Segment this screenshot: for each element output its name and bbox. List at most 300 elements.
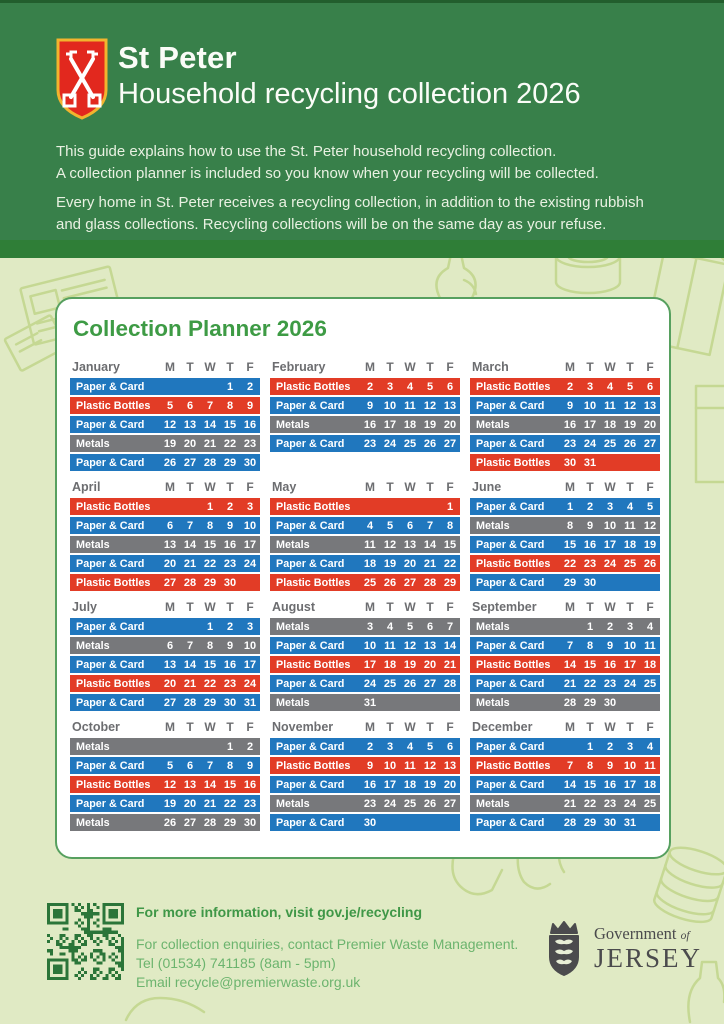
collection-type-label: Paper & Card: [276, 399, 345, 412]
collection-date: 2: [366, 740, 374, 753]
collection-date: 8: [226, 399, 234, 412]
month-june: [470, 479, 660, 593]
collection-date: 14: [203, 778, 217, 791]
collection-type-label: Paper & Card: [476, 816, 545, 829]
day-letter: W: [404, 479, 416, 494]
collection-row-plastic: [470, 555, 660, 572]
collection-date: 19: [163, 797, 177, 810]
collection-type-label: Paper & Card: [476, 677, 545, 690]
intro-line-3: Every home in St. Peter receives a recycling collection, in addition to the existing rubbish: [56, 194, 644, 211]
collection-date: 29: [203, 576, 217, 589]
day-letter: T: [426, 719, 434, 734]
day-letter: T: [226, 719, 234, 734]
collection-date: 30: [583, 576, 597, 589]
parish-name: St Peter: [118, 40, 237, 75]
collection-type-label: Metals: [476, 696, 510, 709]
collection-type-label: Paper & Card: [76, 557, 145, 570]
day-letter: T: [586, 479, 594, 494]
collection-date: 19: [383, 557, 397, 570]
collection-date: 31: [243, 696, 257, 709]
collection-type-label: Paper & Card: [476, 437, 545, 450]
day-letter: F: [246, 599, 254, 614]
collection-date: 25: [363, 576, 377, 589]
month-september: [470, 599, 660, 713]
collection-row-paper: [470, 498, 660, 515]
collection-date: 27: [643, 437, 657, 450]
collection-date: 17: [583, 418, 597, 431]
collection-date: 17: [243, 658, 257, 671]
contact-line-2: Tel (01534) 741185 (8am - 5pm): [136, 955, 336, 971]
collection-date: 19: [163, 437, 177, 450]
collection-date: 16: [223, 538, 237, 551]
collection-date: 5: [406, 620, 414, 633]
collection-type-label: Plastic Bottles: [476, 759, 551, 772]
collection-date: 4: [366, 519, 374, 532]
month-name: July: [72, 599, 98, 614]
collection-date: 14: [443, 639, 457, 652]
collection-row-plastic: [470, 757, 660, 774]
month-name: August: [272, 599, 316, 614]
collection-type-label: Paper & Card: [276, 639, 345, 652]
collection-row-paper: [470, 814, 660, 831]
collection-type-label: Plastic Bottles: [476, 658, 551, 671]
collection-date: 21: [423, 557, 437, 570]
collection-date: 5: [166, 759, 174, 772]
collection-date: 10: [383, 399, 397, 412]
collection-date: 23: [223, 677, 237, 690]
day-letter: F: [646, 599, 654, 614]
collection-type-label: Plastic Bottles: [476, 380, 551, 393]
collection-date: 13: [643, 399, 657, 412]
collection-row-metals: [270, 416, 460, 433]
collection-type-label: Metals: [76, 740, 110, 753]
collection-date: 12: [623, 399, 637, 412]
day-letter: W: [604, 359, 616, 374]
collection-date: 27: [183, 816, 197, 829]
collection-date: 15: [563, 538, 577, 551]
collection-date: 9: [226, 639, 234, 652]
collection-date: 1: [206, 500, 214, 513]
collection-row-paper: [270, 814, 460, 831]
intro-text: [56, 141, 644, 235]
collection-date: 9: [566, 399, 574, 412]
collection-type-label: Plastic Bottles: [476, 557, 551, 570]
collection-date: 12: [403, 639, 417, 652]
collection-row-paper: [470, 675, 660, 692]
collection-date: 18: [383, 658, 397, 671]
collection-date: 17: [243, 538, 257, 551]
collection-row-plastic: [270, 757, 460, 774]
collection-date: 5: [626, 380, 634, 393]
day-letter: T: [386, 359, 394, 374]
collection-date: 17: [383, 418, 397, 431]
day-letter: T: [386, 599, 394, 614]
day-letter: T: [186, 479, 194, 494]
collection-date: 8: [566, 519, 574, 532]
collection-row-paper: [70, 416, 260, 433]
collection-row-paper: [270, 517, 460, 534]
collection-date: 10: [363, 639, 377, 652]
collection-date: 30: [363, 816, 377, 829]
collection-type-label: Plastic Bottles: [276, 500, 351, 513]
day-letter: T: [226, 599, 234, 614]
day-letter: T: [586, 719, 594, 734]
collection-type-label: Metals: [476, 620, 510, 633]
government-text: Government: [594, 924, 677, 944]
collection-date: 21: [183, 677, 197, 690]
collection-date: 11: [384, 639, 396, 652]
collection-date: 3: [386, 380, 394, 393]
day-letter: W: [404, 719, 416, 734]
collection-type-label: Paper & Card: [276, 557, 345, 570]
collection-date: 6: [186, 759, 194, 772]
collection-date: 4: [646, 620, 654, 633]
jersey-crest-icon: [543, 921, 585, 977]
collection-row-paper: [470, 738, 660, 755]
collection-date: 22: [203, 677, 217, 690]
collection-row-paper: [270, 675, 460, 692]
collection-row-paper: [70, 656, 260, 673]
collection-date: 1: [206, 620, 214, 633]
collection-date: 4: [406, 380, 414, 393]
day-letter: M: [165, 719, 175, 734]
collection-date: 20: [423, 658, 437, 671]
collection-date: 11: [644, 759, 656, 772]
collection-date: 4: [646, 740, 654, 753]
collection-type-label: Metals: [276, 696, 310, 709]
collection-type-label: Paper & Card: [276, 816, 345, 829]
collection-date: 27: [163, 576, 177, 589]
month-name: June: [472, 479, 502, 494]
month-may: [270, 479, 460, 593]
collection-date: 24: [603, 557, 617, 570]
collection-date: 2: [566, 380, 574, 393]
collection-date: 19: [643, 538, 657, 551]
day-letter: M: [365, 479, 375, 494]
collection-row-plastic: [470, 454, 660, 471]
collection-date: 23: [243, 797, 257, 810]
collection-type-label: Paper & Card: [476, 538, 545, 551]
collection-row-metals: [470, 517, 660, 534]
collection-date: 8: [586, 759, 594, 772]
collection-type-label: Paper & Card: [276, 437, 345, 450]
collection-date: 28: [183, 696, 197, 709]
collection-row-paper: [470, 637, 660, 654]
collection-row-paper: [470, 536, 660, 553]
day-letter: T: [626, 479, 634, 494]
month-header-row: [470, 479, 660, 494]
collection-date: 26: [623, 437, 637, 450]
collection-date: 17: [623, 778, 637, 791]
collection-row-plastic: [270, 498, 460, 515]
collection-date: 4: [386, 620, 394, 633]
collection-row-metals: [470, 795, 660, 812]
collection-date: 11: [624, 519, 636, 532]
month-december: [470, 719, 660, 833]
day-letter: T: [386, 719, 394, 734]
collection-date: 12: [643, 519, 657, 532]
day-letter: W: [604, 719, 616, 734]
day-letter: M: [165, 479, 175, 494]
day-letter: W: [204, 359, 216, 374]
collection-date: 9: [366, 759, 374, 772]
month-july: [70, 599, 260, 713]
collection-date: 7: [426, 519, 434, 532]
collection-date: 22: [223, 797, 237, 810]
month-header-row: [270, 359, 460, 374]
collection-date: 9: [366, 399, 374, 412]
collection-date: 26: [383, 576, 397, 589]
collection-date: 3: [246, 500, 254, 513]
collection-date: 15: [223, 778, 237, 791]
collection-date: 23: [243, 437, 257, 450]
collection-date: 16: [363, 418, 377, 431]
collection-type-label: Metals: [76, 538, 110, 551]
intro-line-1: This guide explains how to use the St. Peter household recycling collection.: [56, 143, 557, 160]
day-letter: F: [646, 719, 654, 734]
collection-type-label: Paper & Card: [476, 639, 545, 652]
collection-date: 18: [643, 778, 657, 791]
header: [0, 0, 724, 258]
collection-date: 26: [163, 816, 177, 829]
collection-date: 19: [423, 778, 437, 791]
month-name: October: [72, 719, 120, 734]
collection-date: 24: [623, 677, 637, 690]
month-august: [270, 599, 460, 713]
day-letter: T: [226, 359, 234, 374]
collection-date: 7: [566, 759, 574, 772]
collection-type-label: Plastic Bottles: [476, 456, 551, 469]
collection-date: 30: [223, 696, 237, 709]
collection-date: 10: [623, 639, 637, 652]
collection-date: 5: [426, 380, 434, 393]
collection-type-label: Paper & Card: [276, 677, 345, 690]
day-letter: W: [404, 599, 416, 614]
collection-type-label: Plastic Bottles: [276, 759, 351, 772]
collection-date: 26: [403, 677, 417, 690]
collection-date: 29: [223, 456, 237, 469]
collection-row-paper: [70, 454, 260, 471]
collection-date: 23: [603, 797, 617, 810]
collection-date: 22: [203, 557, 217, 570]
collection-date: 7: [186, 519, 194, 532]
collection-date: 13: [403, 538, 417, 551]
day-letter: F: [446, 479, 454, 494]
day-letter: T: [586, 359, 594, 374]
collection-date: 29: [223, 816, 237, 829]
collection-planner-card: [55, 297, 671, 859]
collection-row-paper: [70, 618, 260, 635]
collection-date: 25: [383, 677, 397, 690]
day-letter: F: [446, 719, 454, 734]
collection-date: 11: [644, 639, 656, 652]
day-letter: W: [204, 599, 216, 614]
collection-date: 27: [443, 797, 457, 810]
collection-row-metals: [470, 416, 660, 433]
collection-type-label: Paper & Card: [76, 456, 145, 469]
collection-date: 9: [246, 759, 254, 772]
collection-date: 22: [223, 437, 237, 450]
collection-date: 14: [183, 658, 197, 671]
day-letter: T: [426, 359, 434, 374]
collection-date: 18: [623, 538, 637, 551]
collection-type-label: Metals: [276, 418, 310, 431]
collection-date: 26: [643, 557, 657, 570]
collection-date: 5: [166, 399, 174, 412]
months-grid: [70, 359, 656, 833]
collection-date: 19: [403, 658, 417, 671]
collection-type-label: Plastic Bottles: [76, 399, 151, 412]
collection-row-paper: [470, 776, 660, 793]
month-name: April: [72, 479, 101, 494]
month-october: [70, 719, 260, 833]
planner-title: Collection Planner 2026: [73, 316, 327, 341]
month-header-row: [70, 359, 260, 374]
collection-date: 26: [423, 797, 437, 810]
collection-date: 15: [583, 658, 597, 671]
collection-date: 4: [606, 380, 614, 393]
collection-date: 13: [423, 639, 437, 652]
collection-type-label: Plastic Bottles: [76, 677, 151, 690]
collection-date: 18: [403, 778, 417, 791]
collection-date: 11: [364, 538, 376, 551]
collection-date: 8: [446, 519, 454, 532]
page-title: Household recycling collection 2026: [118, 78, 581, 110]
day-letter: F: [446, 599, 454, 614]
collection-date: 22: [443, 557, 457, 570]
contact-line-1: For collection enquiries, contact Premier Waste Management.: [136, 936, 519, 952]
collection-date: 6: [186, 399, 194, 412]
collection-date: 6: [166, 639, 174, 652]
collection-row-plastic: [470, 378, 660, 395]
day-letter: F: [246, 479, 254, 494]
collection-date: 31: [363, 696, 377, 709]
collection-date: 22: [583, 797, 597, 810]
collection-date: 5: [386, 519, 394, 532]
collection-date: 20: [183, 797, 197, 810]
collection-row-metals: [70, 814, 260, 831]
day-letter: T: [626, 359, 634, 374]
header-top-line: [0, 0, 724, 3]
collection-type-label: Paper & Card: [276, 519, 345, 532]
collection-date: 13: [183, 778, 197, 791]
government-of-text: of: [680, 930, 690, 943]
month-header-row: [270, 599, 460, 614]
collection-date: 4: [626, 500, 634, 513]
collection-type-label: Paper & Card: [76, 797, 145, 810]
month-name: February: [272, 359, 326, 374]
month-name: September: [472, 599, 537, 614]
month-header-row: [70, 479, 260, 494]
st-peter-crest-icon: [55, 37, 109, 121]
collection-date: 12: [163, 778, 177, 791]
collection-date: 3: [586, 380, 594, 393]
collection-row-plastic: [470, 656, 660, 673]
collection-date: 12: [383, 538, 397, 551]
collection-row-paper: [270, 776, 460, 793]
collection-row-plastic: [270, 656, 460, 673]
collection-type-label: Paper & Card: [476, 778, 545, 791]
collection-type-label: Paper & Card: [76, 658, 145, 671]
month-name: December: [472, 719, 533, 734]
month-name: January: [72, 359, 120, 374]
collection-date: 16: [243, 418, 257, 431]
collection-date: 28: [563, 816, 577, 829]
collection-date: 30: [603, 816, 617, 829]
collection-date: 28: [203, 816, 217, 829]
collection-date: 14: [203, 418, 217, 431]
collection-date: 24: [243, 557, 257, 570]
collection-date: 2: [226, 500, 234, 513]
government-of-jersey-logo: [543, 921, 702, 977]
collection-date: 3: [246, 620, 254, 633]
collection-row-paper: [270, 555, 460, 572]
collection-date: 25: [403, 797, 417, 810]
collection-type-label: Paper & Card: [76, 418, 145, 431]
collection-date: 7: [566, 639, 574, 652]
collection-date: 8: [226, 759, 234, 772]
day-letter: T: [626, 599, 634, 614]
collection-type-label: Plastic Bottles: [76, 778, 151, 791]
collection-type-label: Paper & Card: [476, 576, 545, 589]
collection-row-paper: [270, 738, 460, 755]
month-april: [70, 479, 260, 593]
collection-date: 16: [603, 778, 617, 791]
collection-row-metals: [270, 694, 460, 711]
month-march: [470, 359, 660, 473]
collection-date: 17: [623, 658, 637, 671]
collection-type-label: Metals: [476, 519, 510, 532]
collection-type-label: Plastic Bottles: [76, 576, 151, 589]
collection-date: 27: [423, 677, 437, 690]
collection-type-label: Paper & Card: [476, 500, 545, 513]
collection-type-label: Metals: [276, 620, 310, 633]
collection-date: 16: [363, 778, 377, 791]
collection-type-label: Plastic Bottles: [76, 500, 151, 513]
collection-date: 1: [226, 740, 234, 753]
collection-row-paper: [470, 574, 660, 591]
month-header-row: [70, 719, 260, 734]
collection-row-plastic: [70, 675, 260, 692]
month-header-row: [470, 359, 660, 374]
collection-type-label: Paper & Card: [76, 519, 145, 532]
collection-row-paper: [70, 555, 260, 572]
collection-date: 20: [183, 437, 197, 450]
day-letter: W: [604, 599, 616, 614]
collection-date: 13: [443, 759, 457, 772]
collection-date: 28: [563, 696, 577, 709]
contact-line-3: Email recycle@premierwaste.org.uk: [136, 974, 361, 990]
collection-row-paper: [70, 378, 260, 395]
collection-date: 3: [626, 740, 634, 753]
collection-date: 14: [563, 778, 577, 791]
collection-date: 20: [443, 418, 457, 431]
collection-date: 22: [563, 557, 577, 570]
day-letter: T: [186, 719, 194, 734]
collection-date: 31: [583, 456, 597, 469]
collection-date: 12: [423, 399, 437, 412]
intro-line-4: and glass collections. Recycling collections will be on the same day as your refuse.: [56, 215, 607, 233]
collection-date: 25: [403, 437, 417, 450]
collection-date: 3: [626, 620, 634, 633]
collection-date: 21: [563, 797, 577, 810]
collection-date: 23: [563, 437, 577, 450]
more-info-text: For more information, visit gov.je/recycling: [136, 904, 423, 920]
collection-date: 13: [163, 538, 177, 551]
collection-date: 10: [243, 639, 257, 652]
collection-date: 27: [443, 437, 457, 450]
collection-row-metals: [70, 536, 260, 553]
